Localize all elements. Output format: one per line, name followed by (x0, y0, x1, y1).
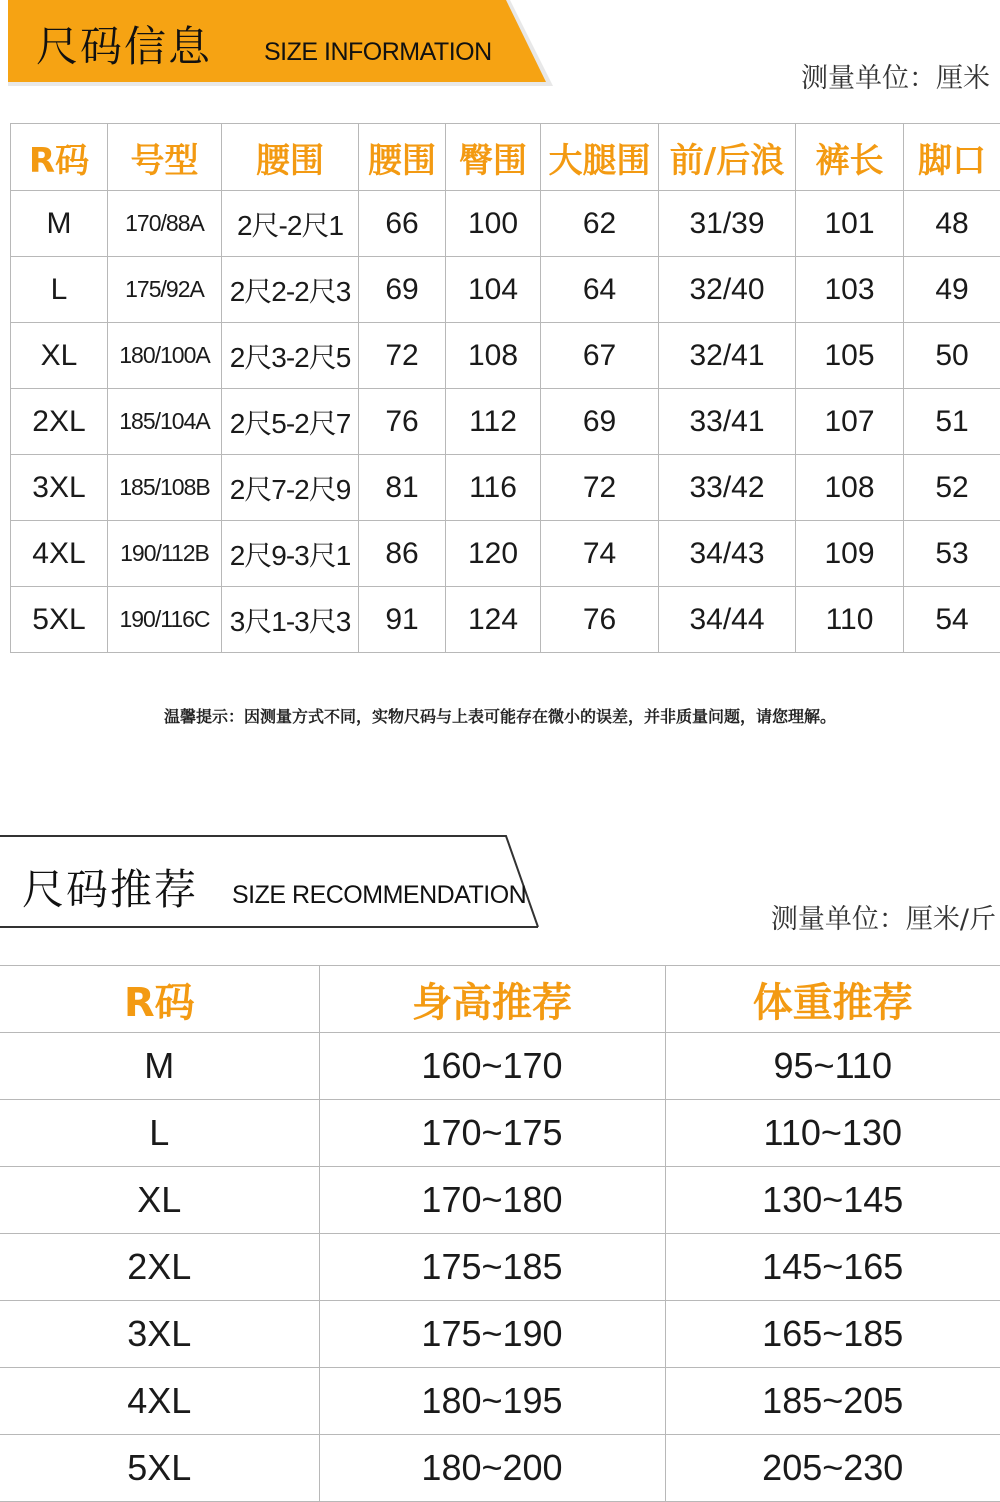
size-rec-title-cn: 尺码推荐 (22, 857, 198, 917)
cell-waist-chi: 2尺5-2尺7 (222, 389, 359, 455)
cell-weight: 165~185 (665, 1301, 1000, 1368)
cell-hip: 100 (446, 191, 541, 257)
table-row (11, 587, 1000, 653)
cell-hip: 120 (446, 521, 541, 587)
cell-weight: 185~205 (665, 1368, 1000, 1435)
cell-thigh: 76 (541, 587, 659, 653)
size-info-table (10, 123, 1000, 653)
table-row (0, 1033, 1000, 1100)
cell-size: M (0, 1033, 319, 1100)
header-weight: 体重推荐 (665, 966, 1000, 1033)
cell-weight: 145~165 (665, 1234, 1000, 1301)
cell-height: 175~190 (319, 1301, 665, 1368)
cell-model: 190/112B (108, 521, 222, 587)
cell-model: 180/100A (108, 323, 222, 389)
table-row (0, 1435, 1000, 1502)
cell-waist-cm: 81 (359, 455, 446, 521)
cell-length: 109 (796, 521, 904, 587)
cell-size: 5XL (0, 1435, 319, 1502)
size-notice: 温馨提示：因测量方式不同，实物尺码与上表可能存在微小的误差，并非质量问题，请您理解。 (0, 704, 1000, 727)
header-waist-chi: 腰围 (222, 124, 359, 191)
cell-waist-cm: 66 (359, 191, 446, 257)
size-info-banner (8, 0, 553, 86)
cell-height: 175~185 (319, 1234, 665, 1301)
cell-length: 108 (796, 455, 904, 521)
header-height: 身高推荐 (319, 966, 665, 1033)
table-row (0, 1368, 1000, 1435)
cell-waist-chi: 3尺1-3尺3 (222, 587, 359, 653)
header-waist-cm: 腰围 (359, 124, 446, 191)
size-info-title-en: SIZE INFORMATION (264, 38, 492, 67)
cell-waist-cm: 86 (359, 521, 446, 587)
cell-height: 180~200 (319, 1435, 665, 1502)
cell-size: XL (11, 323, 108, 389)
cell-rise: 32/41 (659, 323, 796, 389)
cell-height: 170~175 (319, 1100, 665, 1167)
size-info-title-cn: 尺码信息 (36, 14, 212, 74)
cell-rise: 33/42 (659, 455, 796, 521)
cell-waist-cm: 91 (359, 587, 446, 653)
cell-waist-chi: 2尺2-2尺3 (222, 257, 359, 323)
header-rise: 前/后浪 (659, 124, 796, 191)
size-rec-table (0, 965, 1000, 1502)
cell-size: 3XL (11, 455, 108, 521)
cell-waist-cm: 72 (359, 323, 446, 389)
cell-size: XL (0, 1167, 319, 1234)
cell-hem: 52 (904, 455, 1000, 521)
cell-model: 185/104A (108, 389, 222, 455)
cell-size: 5XL (11, 587, 108, 653)
cell-length: 107 (796, 389, 904, 455)
cell-hem: 49 (904, 257, 1000, 323)
cell-waist-chi: 2尺9-3尺1 (222, 521, 359, 587)
size-rec-title-en: SIZE RECOMMENDATION (232, 881, 526, 910)
cell-hip: 108 (446, 323, 541, 389)
cell-waist-chi: 2尺3-2尺5 (222, 323, 359, 389)
cell-thigh: 69 (541, 389, 659, 455)
header-thigh: 大腿围 (541, 124, 659, 191)
header-model: 号型 (108, 124, 222, 191)
table-row (11, 323, 1000, 389)
cell-weight: 110~130 (665, 1100, 1000, 1167)
cell-waist-cm: 69 (359, 257, 446, 323)
cell-rise: 34/43 (659, 521, 796, 587)
size-rec-header-row (0, 966, 1000, 1033)
cell-hip: 112 (446, 389, 541, 455)
cell-hem: 48 (904, 191, 1000, 257)
cell-length: 103 (796, 257, 904, 323)
cell-thigh: 74 (541, 521, 659, 587)
size-rec-unit: 测量单位：厘米/斤 (771, 897, 996, 936)
cell-weight: 205~230 (665, 1435, 1000, 1502)
cell-hem: 50 (904, 323, 1000, 389)
cell-rise: 32/40 (659, 257, 796, 323)
cell-size: L (0, 1100, 319, 1167)
size-info-header-row (11, 124, 1000, 191)
size-info-unit: 测量单位：厘米 (801, 56, 990, 95)
cell-rise: 31/39 (659, 191, 796, 257)
cell-thigh: 64 (541, 257, 659, 323)
cell-waist-chi: 2尺7-2尺9 (222, 455, 359, 521)
header-size: R码 (11, 124, 108, 191)
header-hem: 脚口 (904, 124, 1000, 191)
table-row (11, 521, 1000, 587)
cell-height: 160~170 (319, 1033, 665, 1100)
cell-model: 175/92A (108, 257, 222, 323)
cell-hem: 54 (904, 587, 1000, 653)
cell-model: 170/88A (108, 191, 222, 257)
cell-hip: 116 (446, 455, 541, 521)
header-length: 裤长 (796, 124, 904, 191)
cell-length: 105 (796, 323, 904, 389)
cell-hip: 104 (446, 257, 541, 323)
cell-weight: 130~145 (665, 1167, 1000, 1234)
cell-hem: 51 (904, 389, 1000, 455)
cell-size: 3XL (0, 1301, 319, 1368)
cell-length: 110 (796, 587, 904, 653)
table-row (11, 257, 1000, 323)
cell-size: L (11, 257, 108, 323)
cell-hem: 53 (904, 521, 1000, 587)
cell-model: 185/108B (108, 455, 222, 521)
table-row (11, 389, 1000, 455)
table-row (11, 191, 1000, 257)
cell-waist-chi: 2尺-2尺1 (222, 191, 359, 257)
cell-size: 2XL (0, 1234, 319, 1301)
cell-size: M (11, 191, 108, 257)
cell-rise: 33/41 (659, 389, 796, 455)
cell-size: 4XL (11, 521, 108, 587)
cell-weight: 95~110 (665, 1033, 1000, 1100)
cell-size: 4XL (0, 1368, 319, 1435)
table-row (0, 1167, 1000, 1234)
table-row (11, 455, 1000, 521)
cell-length: 101 (796, 191, 904, 257)
table-row (0, 1234, 1000, 1301)
size-rec-banner (0, 835, 545, 930)
header-hip: 臀围 (446, 124, 541, 191)
table-row (0, 1301, 1000, 1368)
table-row (0, 1100, 1000, 1167)
cell-size: 2XL (11, 389, 108, 455)
cell-hip: 124 (446, 587, 541, 653)
cell-thigh: 62 (541, 191, 659, 257)
cell-height: 170~180 (319, 1167, 665, 1234)
cell-thigh: 72 (541, 455, 659, 521)
header-size: R码 (0, 966, 319, 1033)
cell-waist-cm: 76 (359, 389, 446, 455)
cell-height: 180~195 (319, 1368, 665, 1435)
cell-thigh: 67 (541, 323, 659, 389)
cell-model: 190/116C (108, 587, 222, 653)
cell-rise: 34/44 (659, 587, 796, 653)
